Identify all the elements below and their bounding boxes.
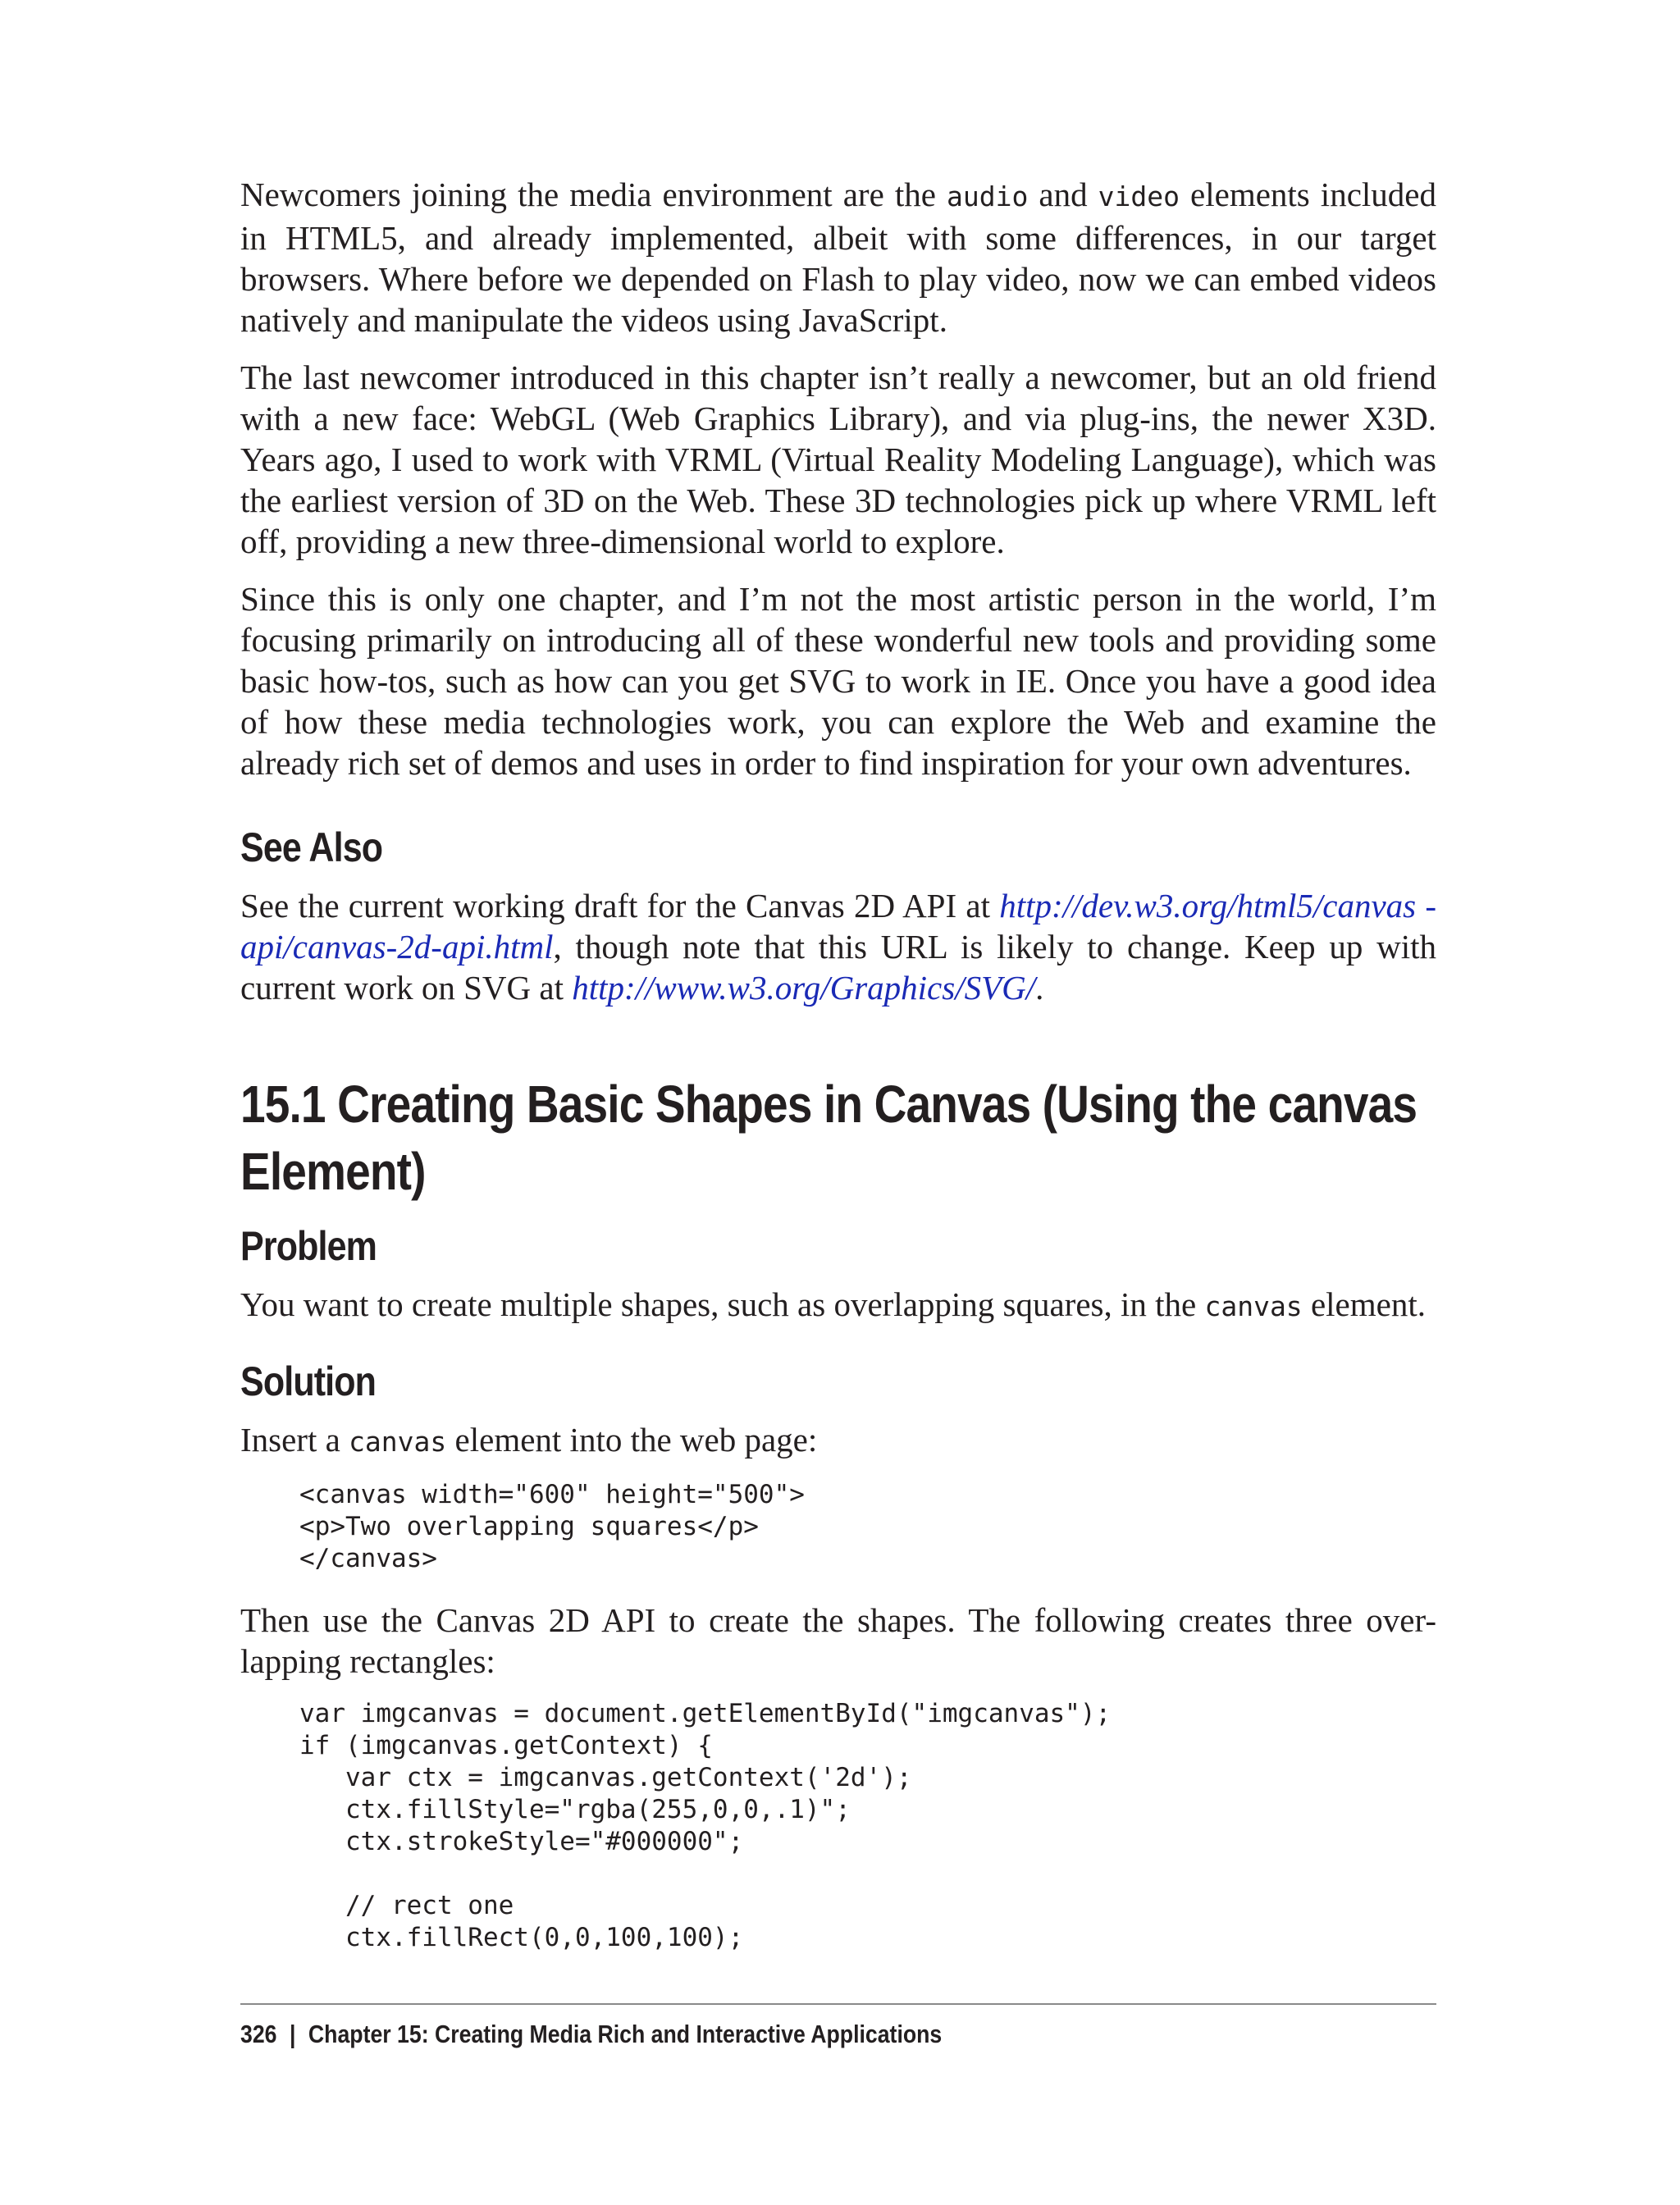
text-run: element. xyxy=(1302,1285,1426,1323)
inline-code-audio: audio xyxy=(946,180,1029,212)
svg-link[interactable]: http://www.w3.org/Graphics/SVG/ xyxy=(572,969,1036,1007)
inline-code-video: video xyxy=(1098,180,1180,212)
footer-separator: | xyxy=(289,2020,296,2048)
page-footer xyxy=(240,2018,942,2051)
text-run: elements included in HTML5, and already implemented, albeit with some differences, in our target browsers. Where before we depended on Flash to play video, now we can embed videos natively and manipulate the videos using JavaScript. xyxy=(240,176,1436,339)
text-run: Newcomers joining the media environment are the xyxy=(240,176,947,213)
page-content xyxy=(240,174,1436,1979)
text-run: Insert a xyxy=(240,1421,349,1459)
intro-paragraph-2: The last newcomer introduced in this chapter isn’t really a newcomer, but an old friend with a new face: WebGL (Web Graphics Library), and via plug-ins, the newer X3D. Years ago, I used to work with VRML (Virtual Reality Modeling Language), which was the earliest version of 3D on the Web. These 3D technologies pick up where VRML left off, providing a new three-dimensional world to explore. xyxy=(240,358,1436,560)
then-paragraph: Then use the Canvas 2D API to create the shapes. The following creates three over-lapping rectangles: xyxy=(240,1601,1436,1680)
solution-paragraph xyxy=(240,1419,1436,1463)
chapter-title: Chapter 15: Creating Media Rich and Interactive Applications xyxy=(308,2020,943,2048)
problem-heading: Problem xyxy=(240,1223,377,1269)
section-title: 15.1 Creating Basic Shapes in Canvas (Using the canvas Element) xyxy=(240,1075,1418,1201)
canvas-api-link[interactable]: http://dev.w3.org/html5/canvas -api/canvas-2d-api.html xyxy=(240,887,1436,966)
inline-code-canvas: canvas xyxy=(349,1426,447,1458)
solution-heading: Solution xyxy=(240,1358,377,1404)
text-run: and xyxy=(1028,176,1098,213)
problem-paragraph xyxy=(240,1284,1436,1327)
text-run: element into the web page: xyxy=(446,1421,818,1459)
text-run: You want to create multiple shapes, such as overlapping squares, in the xyxy=(240,1285,1205,1323)
code-block-javascript: var imgcanvas = document.getElementById("imgcanvas"); if (imgcanvas.getContext) { var ctx = imgcanvas.getContext('2d'); ctx.fillStyle="rgba(255,0,0,.1)"; ctx.strokeStyle="#000000"; // rect one ctx.fillRect(0,0,100,100); xyxy=(299,1699,1112,1952)
code-block-html: <canvas width="600" height="500"> <p>Two overlapping squares</p> </canvas> xyxy=(299,1480,805,1573)
text-run: . xyxy=(1035,969,1044,1007)
intro-paragraph-3: Since this is only one chapter, and I’m not the most artistic person in the world, I’m focusing primarily on introducing all of these wonderful new tools and providing some basic how-tos, such as how can you get SVG to work in IE. Once you have a good idea of how these media technologies work, you can explore the Web and examine the already rich set of demos and uses in order to find inspiration for your own adventures. xyxy=(240,580,1436,782)
intro-paragraph-1 xyxy=(240,174,1436,340)
page-number: 326 xyxy=(240,2020,277,2048)
text-run: , though note that this URL is likely to change. Keep up with current work on SVG at xyxy=(240,928,1436,1007)
footer-divider xyxy=(240,2003,1436,2005)
see-also-heading: See Also xyxy=(240,824,383,870)
see-also-paragraph xyxy=(240,885,1436,1008)
text-run: See the current working draft for the Canvas 2D API at xyxy=(240,887,1000,924)
inline-code-canvas: canvas xyxy=(1204,1290,1303,1322)
